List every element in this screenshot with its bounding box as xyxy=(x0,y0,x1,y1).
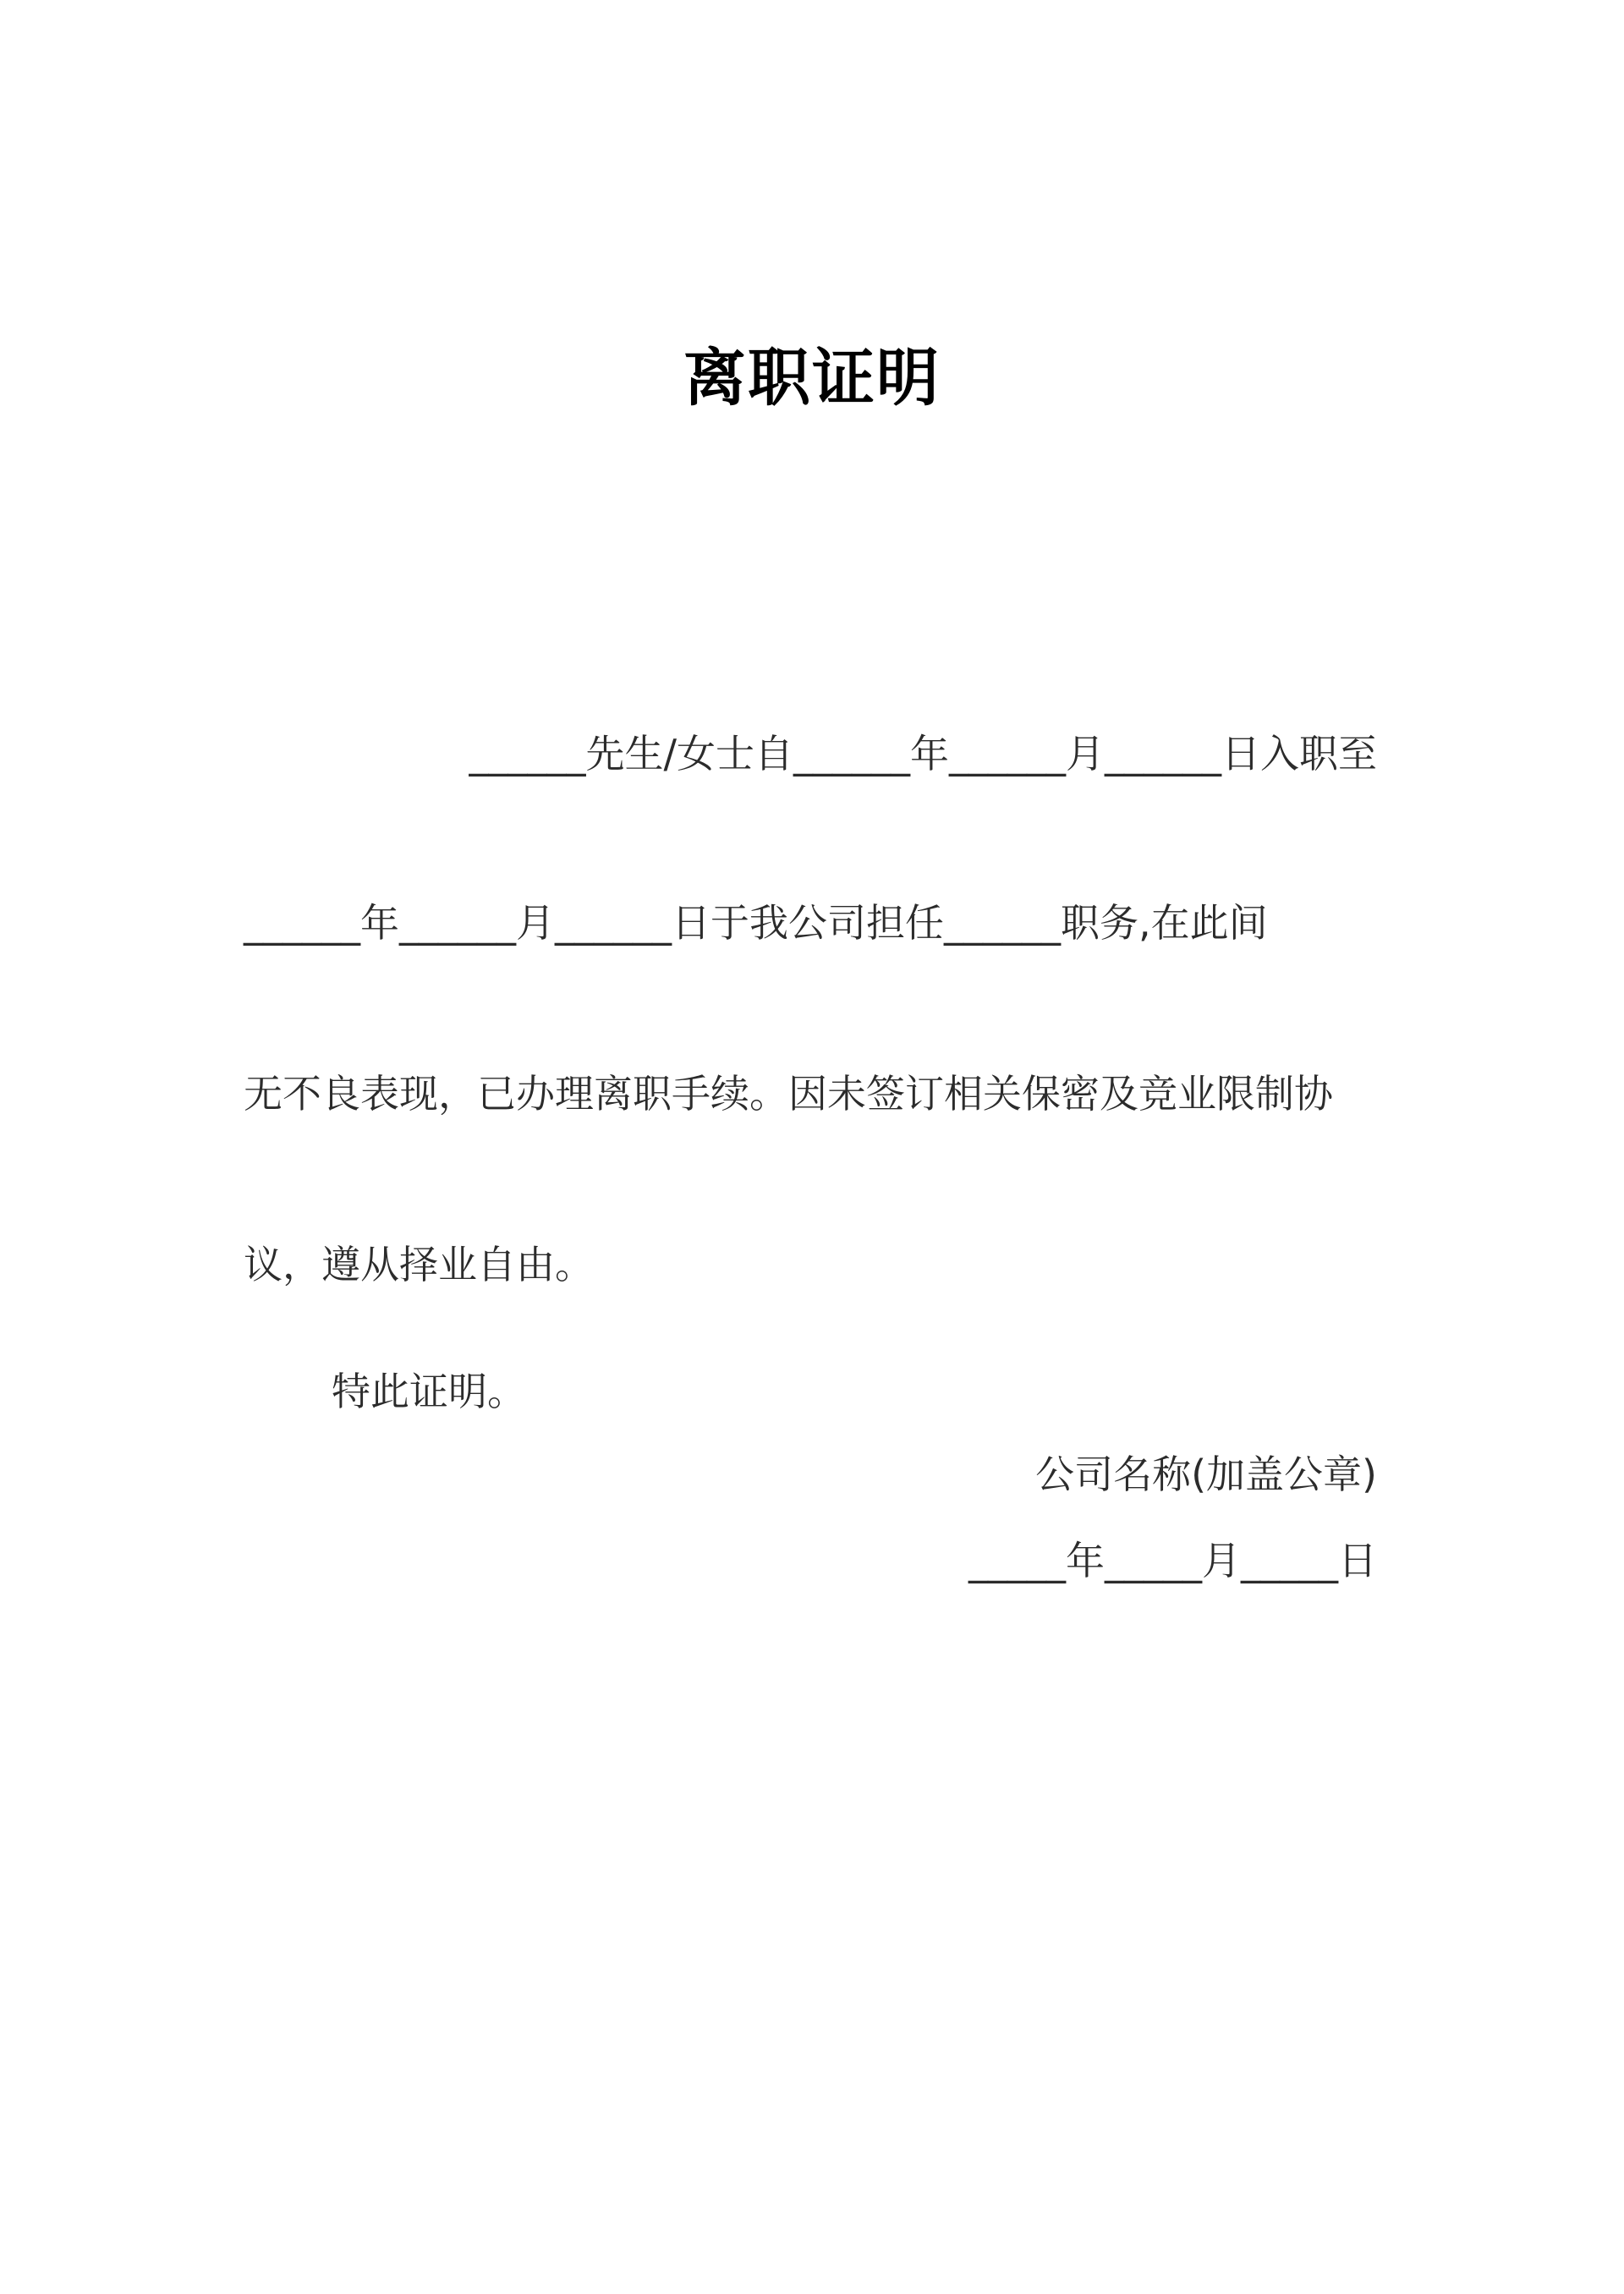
signature-date: _____年_____月_____日 xyxy=(968,1538,1377,1583)
paragraph-line-1: ______先生/女士自______年______月______日入职至 xyxy=(469,731,1377,777)
document-title: 离职证明 xyxy=(683,342,941,414)
closing-statement: 特此证明。 xyxy=(332,1369,526,1414)
paragraph-line-4: 议，遵从择业自由。 xyxy=(244,1242,594,1287)
signature-company: 公司名称(加盖公章) xyxy=(1035,1452,1377,1497)
paragraph-line-3: 无不良表现，已办理离职手续。因未签订相关保密及竞业限制协 xyxy=(244,1071,1333,1117)
paragraph-line-2: ______年______月______日于我公司担任______职务,在此间 xyxy=(244,900,1268,946)
